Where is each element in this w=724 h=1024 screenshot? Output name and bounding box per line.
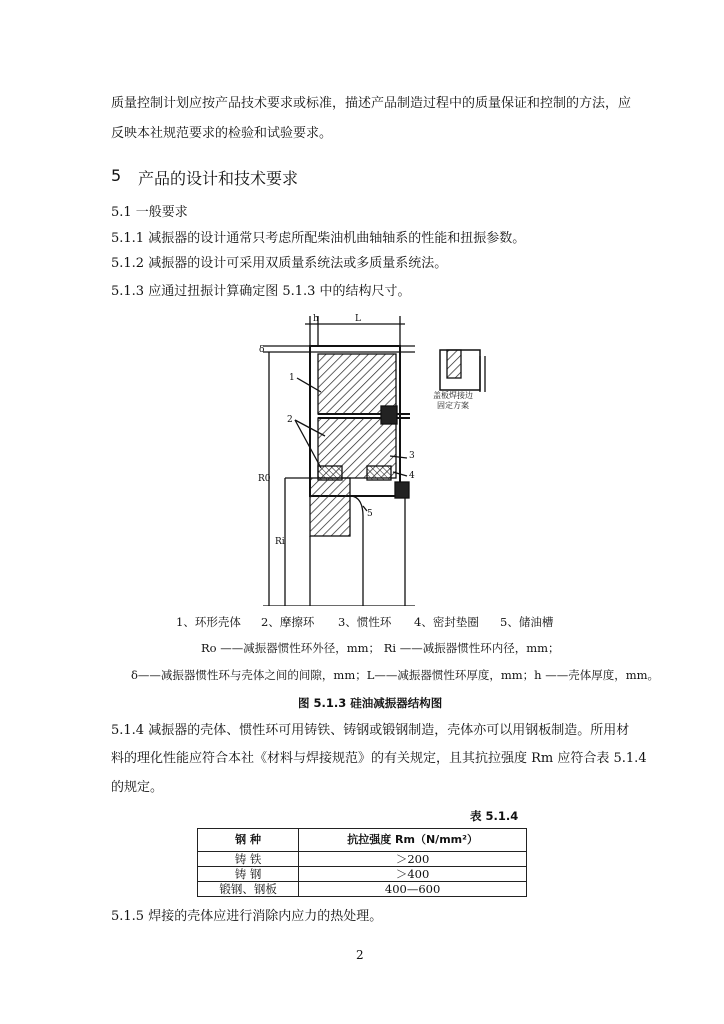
section-number: 5 <box>111 166 122 185</box>
dim-delta-label: δ <box>259 345 265 355</box>
table-cell: ＞400 <box>299 867 527 882</box>
table-cell: ＞200 <box>299 852 527 867</box>
clause-5-1-1: 5.1.1 减振器的设计通常只考虑所配柴油机曲轴轴系的性能和扭振参数。 <box>111 231 526 246</box>
clause-5-1-4-line-3: 的规定。 <box>111 780 164 795</box>
clause-5-1-5: 5.1.5 焊接的壳体应进行消除内应力的热处理。 <box>111 909 383 924</box>
legend-item-4: 4、密封垫圈 <box>414 615 479 629</box>
clause-5-1: 5.1 一般要求 <box>111 205 188 220</box>
section-heading <box>111 166 411 188</box>
legend-item-5: 5、储油槽 <box>500 615 554 629</box>
part-3-label: 3 <box>409 451 415 461</box>
part-5-label: 5 <box>367 509 373 519</box>
strength-table <box>197 828 527 897</box>
clause-5-1-2: 5.1.2 减振器的设计可采用双质量系统法或多质量系统法。 <box>111 256 448 271</box>
clause-5-1-3: 5.1.3 应通过扭振计算确定图 5.1.3 中的结构尺寸。 <box>111 284 411 299</box>
table-row <box>198 882 527 897</box>
inset-label-2: 固定方案 <box>437 401 469 410</box>
table-header-strength: 抗拉强度 Rm（N/mm²） <box>299 829 527 852</box>
dim-R0-label: R0 <box>258 474 271 484</box>
figure-notes-line-2: δ——减振器惯性环与壳体之间的间隙，mm；L——减振器惯性环厚度，mm；h ——壳体厚度，mm。 <box>131 668 660 682</box>
table-header-grade: 钢 种 <box>198 829 299 852</box>
table-caption: 表 5.1.4 <box>470 809 519 823</box>
dim-L-label: L <box>355 314 361 324</box>
section-title: 产品的设计和技术要求 <box>138 169 299 188</box>
table-header-row <box>198 829 527 852</box>
table-cell: 铸 铁 <box>198 852 299 867</box>
legend-item-3: 3、惯性环 <box>338 615 392 629</box>
damper-structure-figure <box>255 306 505 606</box>
part-2-label: 2 <box>287 415 293 425</box>
clause-5-1-4-line-1: 5.1.4 减振器的壳体、惯性环可用铸铁、铸钢或锻钢制造，壳体亦可以用钢板制造。所用材 <box>111 723 630 738</box>
part-1-label: 1 <box>289 373 295 383</box>
legend-item-1: 1、环形壳体 <box>176 615 241 629</box>
table-cell: 铸 钢 <box>198 867 299 882</box>
table-row <box>198 852 527 867</box>
clause-5-1-4-line-2: 料的理化性能应符合本社《材料与焊接规范》的有关规定，且其抗拉强度 Rm 应符合表 5.1.4 <box>111 751 647 766</box>
part-4-label: 4 <box>409 471 415 481</box>
figure-caption: 图 5.1.3 硅油减振器结构图 <box>298 696 443 710</box>
table-row <box>198 867 527 882</box>
intro-line-2: 反映本社规范要求的检验和试验要求。 <box>111 126 333 141</box>
table-cell: 400—600 <box>299 882 527 897</box>
table-cell: 锻钢、钢板 <box>198 882 299 897</box>
dim-Ri-label: Ri <box>275 537 285 547</box>
page-number: 2 <box>356 948 364 962</box>
intro-line-1: 质量控制计划应按产品技术要求或标准，描述产品制造过程中的质量保证和控制的方法，应 <box>111 96 632 111</box>
inset-label-1: 盖板焊接边 <box>433 391 473 400</box>
legend-item-2: 2、摩擦环 <box>261 615 315 629</box>
dim-h-label: h <box>313 314 319 324</box>
figure-notes-line-1: Ro ——减振器惯性环外径，mm； Ri ——减振器惯性环内径，mm； <box>201 641 560 655</box>
